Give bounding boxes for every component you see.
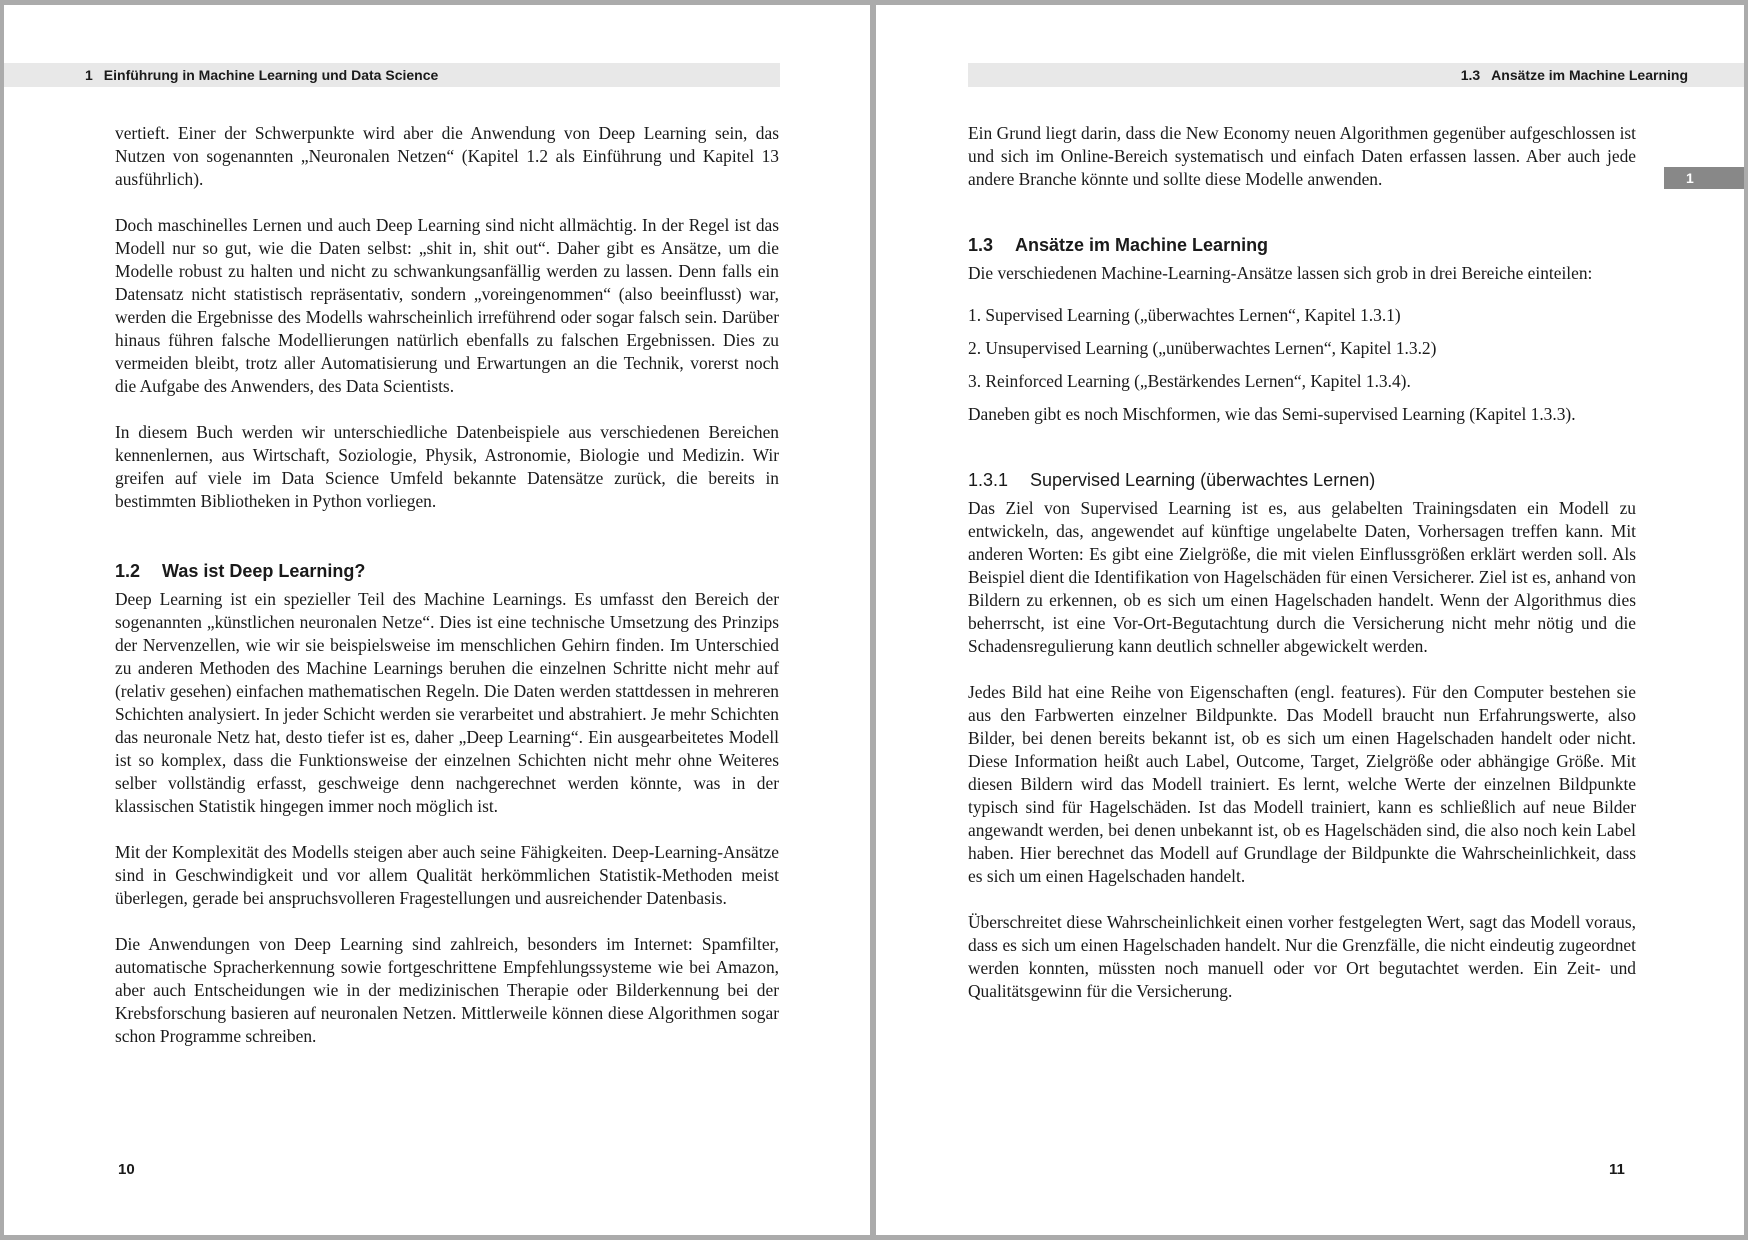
section-number: 1.3	[968, 235, 994, 255]
page-number: 10	[118, 1161, 135, 1178]
running-header-title: Einführung in Machine Learning und Data Science	[103, 67, 439, 83]
chapter-tab: 1	[1664, 167, 1744, 189]
paragraph: In diesem Buch werden wir unterschiedliche Datenbeispiele aus verschiedenen Bereichen kennenlernen, aus Wirtschaft, Soziologie, Physik, Astronomie, Biologie und Medizin. Wir greifen auf viele im Data Science Umfeld bekannte Datensätze zurück, die bereits in bestimmten Bibliotheken in Python vorliegen.	[115, 422, 779, 511]
text-column	[115, 122, 779, 1048]
paragraph: Doch maschinelles Lernen und auch Deep Learning sind nicht allmächtig. In der Regel ist das Modell nur so gut, wie die Daten selbst: „shit in, shit out“. Daher gibt es Ansätze, um die Modelle robust zu halten und nicht zu schwankungsanfällig werden zu lassen. Denn falls ein Datensatz nicht statistisch repräsentativ, sondern „voreingenommen“ (also beeinflusst) war, werden die Ergebnisse des Modells wahrscheinlich irreführend oder sogar falsch sein. Darüber hinaus führen falsche Modellierungen natürlich ebenfalls zu falschen Ergebnissen. Dies zu vermeiden bleibt, trotz aller Automatisierung und Erwartungen an die Technik, vorerst noch die Aufgabe des Anwenders, des Data Scientists.	[115, 215, 779, 396]
right-page	[876, 5, 1744, 1235]
paragraph: Jedes Bild hat eine Reihe von Eigenschaften (engl. features). Für den Computer bestehen sie aus den Farbwerten einzelner Bildpunkte. Das Modell braucht nun Erfahrungswerte, also Bilder, bei denen bereits bekannt ist, ob es sich um einen Hagelschaden handelt oder nicht. Diese Information heißt auch Label, Outcome, Target, Zielgröße oder abhängige Größe. Mit diesen Bildern wird das Modell trainiert. Es lernt, welche Werte der einzelnen Bildpunkte typisch sind für Hagelschäden. Ist das Modell trainiert, kann es schließlich auf neue Bilder angewandt werden, bei denen unbekannt ist, ob es Hagelschäden sind, die also noch kein Label haben. Hier berechnet das Modell auf Grundlage der Bildpunkte die Wahrscheinlichkeit, dass es sich um einen Hagelschaden handelt.	[968, 682, 1636, 886]
paragraph: Daneben gibt es noch Mischformen, wie das Semi-supervised Learning (Kapitel 1.3.3).	[968, 404, 1576, 424]
paragraph: Die verschiedenen Machine-Learning-Ansätze lassen sich grob in drei Bereiche einteilen:	[968, 263, 1593, 283]
subsection-heading	[968, 468, 1636, 492]
running-header-number: 1	[85, 67, 93, 83]
paragraph: vertieft. Einer der Schwerpunkte wird aber die Anwendung von Deep Learning sein, das Nutzen von sogenannten „Neuronalen Netzen“ (Kapitel 1.2 als Einführung und Kapitel 13 ausführlich).	[115, 123, 779, 189]
text-column	[968, 122, 1636, 1003]
subsection-title: Supervised Learning (überwachtes Lernen)	[1030, 470, 1376, 490]
list-item: 2. Unsupervised Learning („unüberwachtes Lernen“, Kapitel 1.3.2)	[968, 338, 1437, 358]
left-page	[4, 5, 870, 1235]
list-item: 3. Reinforced Learning („Bestärkendes Lernen“, Kapitel 1.3.4).	[968, 371, 1411, 391]
section-number: 1.2	[115, 561, 141, 581]
running-header-number: 1.3	[1460, 67, 1481, 83]
paragraph: Ein Grund liegt darin, dass die New Economy neuen Algorithmen gegenüber aufgeschlossen ist und sich im Online-Bereich systematisch und einfach Daten erfassen lassen. Aber auch jede andere Branche könnte und sollte diese Modelle anwenden.	[968, 123, 1636, 189]
running-header	[4, 63, 780, 87]
section-heading	[968, 233, 1636, 257]
paragraph: Überschreitet diese Wahrscheinlichkeit einen vorher festgelegten Wert, sagt das Modell voraus, dass es sich um einen Hagelschaden handelt. Nur die Grenzfälle, die nicht eindeutig zugeordnet werden konnten, müssten noch manuell oder vor Ort begutachtet werden. Ein Zeit- und Qualitätsgewinn für die Versicherung.	[968, 912, 1636, 1001]
running-header	[968, 63, 1744, 87]
paragraph: Das Ziel von Supervised Learning ist es, aus gelabelten Trainingsdaten ein Modell zu entwickeln, das, angewendet auf künftige ungelabelte Daten, Vorhersagen treffen kann. Mit anderen Worten: Es gibt eine Zielgröße, die mit vielen Einflussgrößen erklärt werden soll. Als Beispiel dient die Identifikation von Hagelschäden für einen Versicherer. Ziel ist es, anhand von Bildern zu erkennen, ob es sich um einen Hagelschaden handelt. Wenn der Algorithmus dies beherrscht, ist eine Vor-Ort-Begutachtung durch die Versicherung nicht mehr nötig und die Schadensregulierung kann deutlich schneller abgewickelt werden.	[968, 498, 1636, 656]
paragraph: Die Anwendungen von Deep Learning sind zahlreich, besonders im Internet: Spamfilter, automatische Spracherkennung sowie fortgeschrittene Empfehlungssysteme wie bei Amazon, aber auch Entscheidungen wie in der medizinischen Therapie oder Bilderkennung bei der Krebsforschung basieren auf neuronalen Netzen. Mittlerweile können diese Algorithmen sogar schon Programme schreiben.	[115, 934, 779, 1046]
running-header-title: Ansätze im Machine Learning	[1491, 67, 1688, 83]
page-number: 11	[1609, 1161, 1625, 1178]
paragraph: Mit der Komplexität des Modells steigen aber auch seine Fähigkeiten. Deep-Learning-Ansätze sind in Geschwindigkeit und vor allem Qualität herkömmlichen Statistik-Methoden meist überlegen, gerade bei anspruchsvolleren Fragestellungen und ausreichender Datenbasis.	[115, 842, 779, 908]
section-heading	[115, 559, 779, 583]
section-title: Ansätze im Machine Learning	[1015, 235, 1269, 255]
list-item: 1. Supervised Learning („überwachtes Lernen“, Kapitel 1.3.1)	[968, 305, 1401, 325]
paragraph: Deep Learning ist ein spezieller Teil des Machine Learnings. Es umfasst den Bereich der sogenannten „künstlichen neuronalen Netze“. Dies ist eine technische Umsetzung des Prinzips der Nervenzellen, wie wir sie beispielsweise im menschlichen Gehirn finden. Im Unterschied zu anderen Methoden des Machine Learnings beruhen die einzelnen Schritte nicht mehr auf (relativ gesehen) einfachen mathematischen Regeln. Die Daten werden stattdessen in mehreren Schichten analysiert. In jeder Schicht werden sie verarbeitet und abstrahiert. Je mehr Schichten das neuronale Netz hat, desto tiefer ist es, daher „Deep Learning“. Ein ausgearbeitetes Modell ist so komplex, dass die Funktionsweise der einzelnen Schichten nicht mehr ohne Weiteres selber vollständig erfasst, geschweige denn nachgerechnet werden könnte, was in der klassischen Statistik hingegen immer noch möglich ist.	[115, 589, 779, 816]
section-title: Was ist Deep Learning?	[162, 561, 366, 581]
subsection-number: 1.3.1	[968, 470, 1009, 490]
